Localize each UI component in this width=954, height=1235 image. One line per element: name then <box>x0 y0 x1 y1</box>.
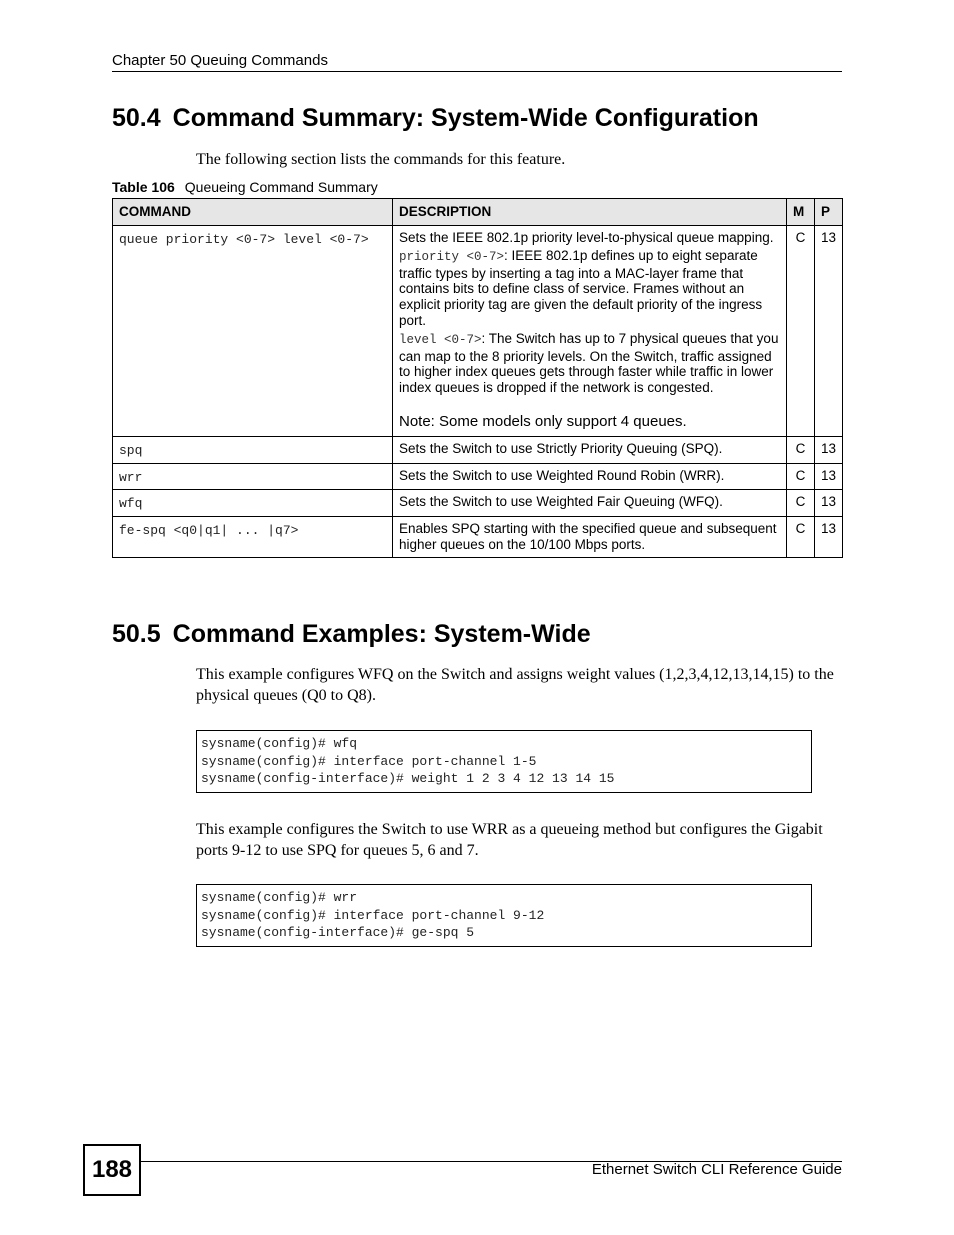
example2-code-block <box>196 884 812 947</box>
description-main: Sets the IEEE 802.1p priority level-to-physical queue mapping. <box>399 230 774 245</box>
command-cell: queue priority <0-7> level <0-7> <box>113 226 393 437</box>
column-header-m: M <box>787 199 815 226</box>
header-divider <box>112 71 842 72</box>
table-header-row <box>113 199 843 226</box>
description-cell: Sets the Switch to use Weighted Round Robin (WRR). <box>393 463 787 490</box>
column-header-description: DESCRIPTION <box>393 199 787 226</box>
p-cell: 13 <box>815 463 843 490</box>
param-code: level <0-7> <box>399 332 482 347</box>
m-cell: C <box>787 463 815 490</box>
m-cell: C <box>787 436 815 463</box>
section-title: Command Summary: System-Wide Configuration <box>172 104 759 132</box>
example1-code-block <box>196 730 812 793</box>
command-cell: spq <box>113 436 393 463</box>
m-cell: C <box>787 517 815 558</box>
description-param <box>399 248 780 329</box>
table-row <box>113 490 843 517</box>
code-line: sysname(config)# interface port-channel 1-5 <box>201 753 537 769</box>
command-cell: wfq <box>113 490 393 517</box>
param-text: : IEEE 802.1p defines up to eight separate traffic types by inserting a tag into a MAC-layer frame that contains bits to define class of service. Frames without an explicit priority tag are given the default priority of the ingress port. <box>399 247 763 328</box>
param-text: : The Switch has up to 7 physical queues that you can map to the 8 priority levels. On the Switch, traffic assigned to higher index queues gets through faster while traffic in lower index queues is dropped if the network is congested. <box>399 330 779 396</box>
code-line: sysname(config-interface)# weight 1 2 3 4 12 13 14 15 <box>201 771 615 786</box>
code-line: sysname(config-interface)# ge-spq 5 <box>201 925 475 940</box>
column-header-command: COMMAND <box>113 199 393 226</box>
code-line: sysname(config)# interface port-channel 9-12 <box>201 907 545 923</box>
table-caption <box>112 179 378 195</box>
p-cell: 13 <box>815 226 843 437</box>
description-cell: Sets the Switch to use Weighted Fair Queuing (WFQ). <box>393 490 787 517</box>
section-number: 50.4 <box>112 104 161 132</box>
param-code: priority <0-7> <box>399 249 505 264</box>
command-summary-table <box>112 198 843 558</box>
p-cell: 13 <box>815 490 843 517</box>
guide-title: Ethernet Switch CLI Reference Guide <box>591 1161 842 1178</box>
p-cell: 13 <box>815 517 843 558</box>
description-param <box>399 331 780 396</box>
section-number: 50.5 <box>112 620 161 648</box>
page-number: 188 <box>83 1144 141 1196</box>
command-cell: wrr <box>113 463 393 490</box>
table-caption-text: Queueing Command Summary <box>184 179 378 195</box>
table-row <box>113 517 843 558</box>
code-line: sysname(config)# wrr <box>201 890 358 905</box>
example1-description: This example configures WFQ on the Switch and assigns weight values (1,2,3,4,12,13,14,15) to the physical queues (Q0 to Q8). <box>196 666 834 704</box>
description-cell <box>393 226 787 437</box>
section-heading-50-4 <box>112 104 759 133</box>
example2-description: This example configures the Switch to use WRR as a queueing method but configures the Gigabit ports 9-12 to use SPQ for queues 5, 6 and 7. <box>196 821 823 859</box>
m-cell: C <box>787 490 815 517</box>
table-row <box>113 436 843 463</box>
description-cell: Sets the Switch to use Strictly Priority Queuing (SPQ). <box>393 436 787 463</box>
table-row <box>113 463 843 490</box>
section-title: Command Examples: System-Wide <box>172 620 591 648</box>
section-intro: The following section lists the commands for this feature. <box>196 151 566 168</box>
p-cell: 13 <box>815 436 843 463</box>
column-header-p: P <box>815 199 843 226</box>
command-cell: fe-spq <q0|q1| ... |q7> <box>113 517 393 558</box>
section-heading-50-5 <box>112 620 591 649</box>
m-cell: C <box>787 226 815 437</box>
table-row <box>113 226 843 437</box>
chapter-header: Chapter 50 Queuing Commands <box>112 52 328 69</box>
code-line: sysname(config)# wfq <box>201 736 358 751</box>
note-text: Note: Some models only support 4 queues. <box>399 412 687 430</box>
table-caption-label: Table 106 <box>112 179 175 195</box>
description-cell: Enables SPQ starting with the specified queue and subsequent higher queues on the 10/100 Mbps ports. <box>393 517 787 558</box>
